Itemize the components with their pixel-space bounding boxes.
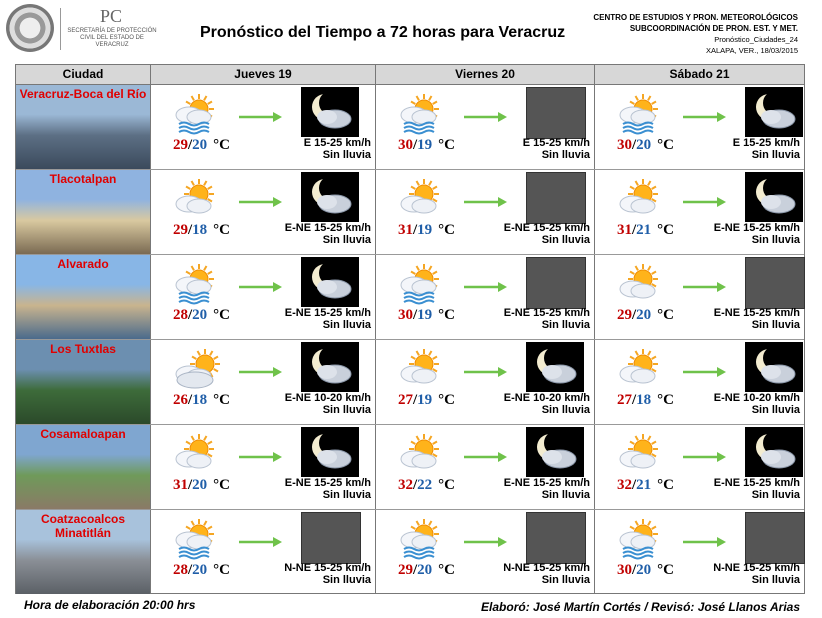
temp-unit: °C [213,392,231,408]
institution-line: CENTRO DE ESTUDIOS Y PRON. METEOROLÓGICOS [593,13,798,22]
wind: N-NE 15-25 km/h [503,562,590,574]
max-temp: 31 [398,222,413,238]
sun-cloud-icon [617,178,667,220]
min-temp: 19 [417,392,433,408]
overcast-night-icon [526,172,586,224]
logo-text: PC [99,6,123,26]
wind: E-NE 15-25 km/h [284,477,371,489]
overcast-night-icon [745,257,805,309]
temperature: 29/20 °C [173,137,231,153]
max-temp: 29 [173,137,188,153]
overcast-night-icon [526,257,586,309]
wind-rain [714,307,800,331]
temperature: 27/18 °C [617,392,675,408]
temperature: 28/20 °C [173,307,231,323]
moon-cloud-icon [745,342,803,392]
wind-rain [285,477,371,501]
wind-rain [285,222,371,246]
logo-subtitle: SECRETARÍA DE PROTECCIÓN CIVIL DEL ESTADO DE VERACRUZ [67,28,157,48]
temperature: 28/20 °C [173,562,231,578]
min-temp: 21 [636,222,652,238]
temperature: 30/20 °C [617,562,675,578]
min-temp: 20 [192,562,208,578]
rain: Sin lluvia [541,319,590,331]
table-row [16,340,804,425]
max-temp: 32 [398,477,413,493]
page-title: Pronóstico del Tiempo a 72 horas para Veracruz [200,24,566,41]
min-temp: 20 [636,562,652,578]
city-cell [16,340,151,424]
arrow-right-icon [464,111,508,123]
sun-cloud-icon [617,433,667,475]
temp-unit: °C [213,477,231,493]
temperature: 29/20 °C [617,307,675,323]
forecast-cell [376,510,595,594]
min-temp: 21 [636,477,652,493]
min-temp: 22 [417,477,433,493]
rain: Sin lluvia [322,489,371,501]
moon-cloud-icon [745,87,803,137]
temp-unit: °C [657,222,675,238]
document-code: Pronóstico_Ciudades_24 [714,35,798,44]
city-name: Veracruz-Boca del Río [19,87,147,101]
rain: Sin lluvia [751,574,800,586]
forecast-cell [595,85,804,169]
overcast-night-icon [526,87,586,139]
sun-cloud-waves-icon [173,93,223,135]
state-seal-icon [6,4,54,52]
credits: Elaboró: José Martín Cortés / Revisó: José Llanos Arias [481,600,800,614]
forecast-table [15,64,805,594]
arrow-right-icon [464,536,508,548]
temperature: 30/20 °C [617,137,675,153]
institution-line: SUBCOORDINACIÓN DE PRON. EST. Y MET. [629,24,798,33]
city-name: Tlacotalpan [49,172,117,186]
min-temp: 19 [417,222,433,238]
rain: Sin lluvia [751,149,800,161]
sun-cloud-waves-icon [398,263,448,305]
max-temp: 28 [173,307,188,323]
overcast-night-icon [745,512,805,564]
wind: E-NE 15-25 km/h [503,222,590,234]
header [0,0,822,62]
max-temp: 30 [617,562,632,578]
wind-rain [284,562,371,586]
temp-unit: °C [213,222,231,238]
max-temp: 29 [173,222,188,238]
rain: Sin lluvia [322,234,371,246]
city-name: Los Tuxtlas [50,342,116,356]
min-temp: 20 [636,307,652,323]
temp-unit: °C [438,222,456,238]
forecast-cell [151,85,376,169]
temp-unit: °C [657,392,675,408]
moon-cloud-icon [745,172,803,222]
rain: Sin lluvia [322,404,371,416]
sun-cloud-icon [617,263,667,305]
city-cell [16,255,151,339]
arrow-right-icon [464,366,508,378]
arrow-right-icon [464,196,508,208]
temp-unit: °C [657,137,675,153]
sun-cloud-waves-icon [173,263,223,305]
sun-cloud-icon [173,178,223,220]
wind: E-NE 15-25 km/h [284,222,371,234]
wind: E-NE 10-20 km/h [284,392,371,404]
rain: Sin lluvia [751,489,800,501]
arrow-right-icon [239,196,283,208]
moon-cloud-icon [526,427,584,477]
wind-rain [503,562,590,586]
max-temp: 32 [617,477,632,493]
temperature: 32/22 °C [398,477,456,493]
table-header-row [16,65,804,85]
wind-rain [714,477,800,501]
forecast-cell [595,170,804,254]
temperature: 30/19 °C [398,137,456,153]
wind-rain [504,392,590,416]
moon-cloud-icon [745,427,803,477]
max-temp: 31 [617,222,632,238]
rain: Sin lluvia [751,404,800,416]
sun-cloud-waves-icon [617,518,667,560]
min-temp: 19 [417,137,433,153]
temperature: 31/21 °C [617,222,675,238]
forecast-cell [151,170,376,254]
logo [6,4,156,54]
temperature: 31/20 °C [173,477,231,493]
temp-unit: °C [657,477,675,493]
wind-rain [285,392,371,416]
sun-cloud-waves-icon [617,93,667,135]
column-header-day: Viernes 20 [376,65,595,84]
rain: Sin lluvia [322,149,371,161]
moon-cloud-icon [526,342,584,392]
max-temp: 28 [173,562,188,578]
max-temp: 26 [173,392,188,408]
overcast-night-icon [301,512,361,564]
column-header-day: Jueves 19 [151,65,376,84]
moon-cloud-icon [301,87,359,137]
wind: E 15-25 km/h [303,137,371,149]
max-temp: 30 [398,307,413,323]
wind-rain [504,477,590,501]
wind-rain [713,562,800,586]
forecast-cell [595,340,804,424]
sun-cloud-icon [617,348,667,390]
forecast-cell [376,85,595,169]
logo-divider [60,8,61,50]
city-name: Alvarado [57,257,109,271]
arrow-right-icon [683,196,727,208]
temp-unit: °C [213,307,231,323]
arrow-right-icon [683,536,727,548]
wind-rain [504,222,590,246]
table-row [16,170,804,255]
wind-rain [714,222,800,246]
city-name: Coatzacoalcos Minatitlán [40,512,126,540]
city-cell [16,510,151,594]
overcast-night-icon [526,512,586,564]
rain: Sin lluvia [322,319,371,331]
rain: Sin lluvia [541,574,590,586]
rain: Sin lluvia [541,404,590,416]
table-row [16,510,804,594]
wind: E 15-25 km/h [732,137,800,149]
arrow-right-icon [464,281,508,293]
moon-cloud-icon [301,257,359,307]
wind: E-NE 15-25 km/h [713,477,800,489]
forecast-cell [376,340,595,424]
temp-unit: °C [438,307,456,323]
arrow-right-icon [239,111,283,123]
min-temp: 18 [636,392,652,408]
min-temp: 20 [417,562,433,578]
max-temp: 27 [617,392,632,408]
max-temp: 29 [398,562,413,578]
max-temp: 30 [398,137,413,153]
sun-cloud-icon [398,348,448,390]
temp-unit: °C [657,307,675,323]
temperature: 31/19 °C [398,222,456,238]
rain: Sin lluvia [751,234,800,246]
issue-time: Hora de elaboración 20:00 hrs [24,598,196,612]
wind-rain [523,137,590,161]
wind: E-NE 10-20 km/h [503,392,590,404]
issue-place-date: XALAPA, VER., 18/03/2015 [705,46,798,55]
forecast-cell [376,170,595,254]
min-temp: 20 [192,307,208,323]
min-temp: 19 [417,307,433,323]
min-temp: 20 [192,477,208,493]
temp-unit: °C [438,562,456,578]
arrow-right-icon [683,111,727,123]
city-cell [16,85,151,169]
wind-rain [285,307,371,331]
sun-cloud-waves-icon [173,518,223,560]
temperature: 30/19 °C [398,307,456,323]
moon-cloud-icon [301,427,359,477]
wind: E-NE 15-25 km/h [713,307,800,319]
forecast-cell [376,425,595,509]
moon-cloud-icon [301,172,359,222]
arrow-right-icon [683,281,727,293]
temp-unit: °C [438,137,456,153]
forecast-cell [151,255,376,339]
city-cell [16,170,151,254]
cloudy-sun-icon [173,348,223,390]
temp-unit: °C [213,137,231,153]
column-header-city: Ciudad [16,65,151,84]
temp-unit: °C [213,562,231,578]
max-temp: 30 [617,137,632,153]
temperature: 27/19 °C [398,392,456,408]
min-temp: 18 [192,392,208,408]
temperature: 32/21 °C [617,477,675,493]
arrow-right-icon [239,281,283,293]
temperature: 29/18 °C [173,222,231,238]
wind: E 15-25 km/h [522,137,590,149]
arrow-right-icon [239,366,283,378]
arrow-right-icon [683,451,727,463]
forecast-cell [595,425,804,509]
moon-cloud-icon [301,342,359,392]
city-cell [16,425,151,509]
wind: E-NE 15-25 km/h [284,307,371,319]
max-temp: 27 [398,392,413,408]
wind: E-NE 15-25 km/h [503,307,590,319]
forecast-cell [376,255,595,339]
arrow-right-icon [683,366,727,378]
max-temp: 31 [173,477,188,493]
rain: Sin lluvia [541,149,590,161]
min-temp: 20 [192,137,208,153]
table-row [16,425,804,510]
forecast-cell [151,425,376,509]
institution-block [593,12,798,56]
wind-rain [304,137,371,161]
wind: N-NE 15-25 km/h [284,562,371,574]
wind: E-NE 15-25 km/h [503,477,590,489]
temp-unit: °C [657,562,675,578]
sun-cloud-waves-icon [398,518,448,560]
sun-cloud-icon [173,433,223,475]
forecast-cell [595,510,804,594]
rain: Sin lluvia [541,489,590,501]
wind: E-NE 10-20 km/h [713,392,800,404]
temp-unit: °C [438,392,456,408]
sun-cloud-icon [398,178,448,220]
rain: Sin lluvia [751,319,800,331]
min-temp: 18 [192,222,208,238]
wind-rain [733,137,800,161]
max-temp: 29 [617,307,632,323]
wind-rain [714,392,800,416]
wind: N-NE 15-25 km/h [713,562,800,574]
sun-cloud-waves-icon [398,93,448,135]
column-header-day: Sábado 21 [669,67,730,81]
temp-unit: °C [438,477,456,493]
arrow-right-icon [239,536,283,548]
temperature: 29/20 °C [398,562,456,578]
forecast-cell [595,255,804,339]
rain: Sin lluvia [322,574,371,586]
rain: Sin lluvia [541,234,590,246]
table-row [16,255,804,340]
wind-rain [504,307,590,331]
forecast-cell [151,510,376,594]
wind: E-NE 15-25 km/h [713,222,800,234]
forecast-cell [151,340,376,424]
sun-cloud-icon [398,433,448,475]
arrow-right-icon [239,451,283,463]
min-temp: 20 [636,137,652,153]
arrow-right-icon [464,451,508,463]
city-name: Cosamaloapan [40,427,126,441]
temperature: 26/18 °C [173,392,231,408]
table-row [16,85,804,170]
